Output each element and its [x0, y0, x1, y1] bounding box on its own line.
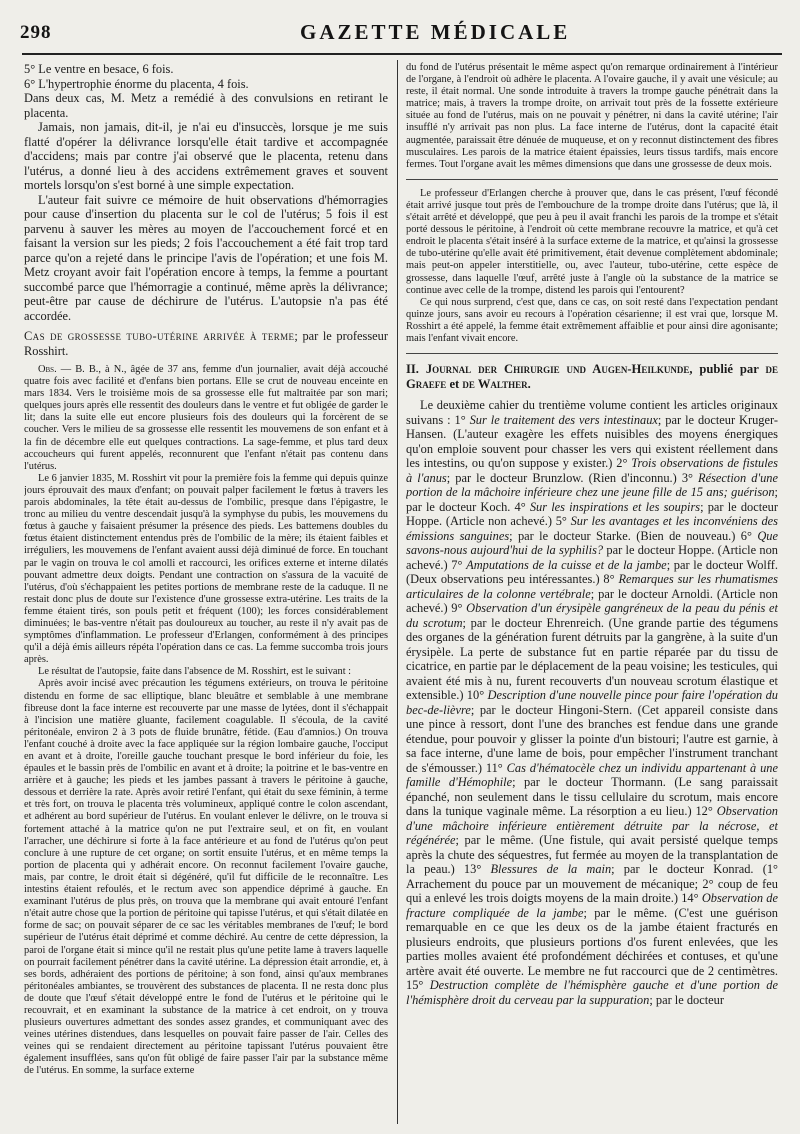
article-text: ; par le docteur Wolff. (Deux observations peu intéressantes.) 8° — [406, 557, 778, 587]
article-text: ; par le docteur Konrad. (1° Arrachement du pouce par un mouvement de mécanique; 2° coup de feu qui a enlevé les trois doigts moyens de la main droite.) 14° — [406, 862, 778, 906]
section-heading-caps: Cas de grossesse tubo-utérine arrivée à terme — [24, 329, 295, 343]
article-text: ; par le même. (C'est une guérison remarquable en ce que les deux os de la jambe étaient fracturés en plusieurs endroits, que plusieurs portions d'os furent enlevées, que les parties molles avaient été profondément déchirées et contuses, et qu'une artère avait été ouverte. Le membre ne fut raccourci que de 2 centimètres. 15° — [406, 905, 778, 993]
journal-editor-2: de Walther — [462, 377, 528, 392]
article-text: ; par le docteur — [649, 992, 724, 1007]
journal-editor-1: de Graefe — [406, 362, 778, 392]
article-list-paragraph — [406, 398, 778, 1007]
divider-rule — [406, 353, 778, 354]
right-column — [406, 62, 778, 1128]
article-title: Sur les inspirations et les soupirs — [529, 499, 701, 514]
obs-label: Obs. — [38, 364, 57, 375]
journal-title: Journal der Chirurgie und Augen-Heilkunde — [425, 362, 690, 377]
article-text: Le deuxième cahier du trentième volume contient les articles originaux suivans : 1° — [406, 398, 778, 427]
paragraph: Le résultat de l'autopsie, faite dans l'absence de M. Rosshirt, est le suivant : — [38, 666, 352, 678]
left-column — [24, 62, 388, 1128]
journal-heading — [406, 362, 778, 392]
paragraph: Ce qui nous surprend, c'est que, dans ce cas, on soit resté dans l'expectation pendant quinze jours, sans avoir eu recours à l'opération césarienne; il est vrai que, lorsque M. Rosshirt a été appelé, la femme était extrêmement affaiblie et pour ainsi dire agonisante; mais l'enfant vivait encore. — [406, 296, 778, 344]
list-item: 5° Le ventre en besace, 6 fois. — [24, 62, 174, 76]
article-text: par le docteur Hoppe. (Article non achevé.) 7° — [406, 543, 778, 572]
section-heading — [24, 329, 388, 358]
journal-and: et — [446, 377, 463, 392]
paragraph: L'auteur fait suivre ce mémoire de huit observations d'hémorragies pour cause d'insertion du placenta sur le col de l'utérus; 5 fois il est parvenu à sauver les mères au moyen de l'accouchement forcé et en faisant la version sur les pieds; 2 fois l'accouchement a été fait trop tard parce qu'on a rejeté dans le principe l'avis de l'opération; et une fois M. Metz croyant avoir fait l'opération encore à temps, la femme a pourtant succombé parce que l'hémorragie a continué, même après la délivrance; peut-être par cause de déchirure de l'utérus. L'autopsie n'a pas été accordée. — [24, 192, 388, 323]
publication-title: GAZETTE MÉDICALE — [300, 20, 571, 44]
article-text: ; par le même. (Une fistule, qui avait persisté quelque temps après la chute des séquestres, fut fermée au moyen de la transplantation de la peau.) 13° — [406, 833, 778, 877]
paragraph: Après avoir incisé avec précaution les tégumens extérieurs, on trouva le péritoine distendu en forme de sac elliptique, blanc bleuâtre et semblable à une membrane fibreuse dont la face interne est recouverte par une masse de lytées, dont il s'échappait à l'incision une matière gluante, facilement coagulable. Il s'écoula, de la cavité péritonéale, environ 2 à 3 pots de fluide brunâtre, fétide. (Eau d'amnios.) On trouva l'enfant couché à droite avec la face appliquée sur la région lombaire gauche, l'occiput en avant et à droite, l'oreille gauche touchant presque le bord inférieur du foie, les épaules et le bassin près de l'ombilic en avant et à droite; la poitrine et le bas-ventre en arrière et à gauche; les pieds et les jambes passant à travers le péritoine à gauche, dessous et derrière la rate. Après avoir retiré l'enfant, qui était du sexe féminin, à terme et très fort, on trouva le placenta très volumineux, appliqué contre le colon ascendant, et adhérent au bord supérieur de l'utérus. En voulant enlever le délivre, on le trouva si fortement attaché à la matrice qu'on ne put l'extraire seul, et on fit, en voulant l'arracher, une déchirure si forte à la face antérieure et au fond de l'utérus qu'on peut conclure à une rupture de cet organe; on sortit ensuite l'utérus, et en même temps la portion de placenta qui y adhérait encore. On reconnut facilement l'ovaire gauche, mais, par contre, le droit était si dégénéré, qu'il fut difficile de le reconnaître. Les intestins étaient refoulés, et le rectum avec son appendice déprimé à gauche. En examinant l'utérus de plus près, on trouva que la membrane qui avait entouré l'enfant n'était autre chose que la portion de péritoine qui tapisse l'utérus, et qui s'était dilatée en forme de sac; on pouvait séparer de ce sac les véritables membranes de l'œuf; le bord supérieur de l'utérus était déprimé et comme déchiré. Au centre de cette dépression, la paroi de l'organe était si mince qu'il ne restait plus qu'une petite lame à travers laquelle on pourrait facilement pénétrer dans la cavité utérine. La dépression était arrondie, et, à ses bords, adhéraient des portions de péritoine; à son fond, ainsi qu'aux membranes péritonéales ambiantes, se trouvèrent des substances de placenta. Il ne resta donc plus de doute que l'œuf s'était développé entre le fond de l'utérus et le péritoine qui le recouvrait, et en examinant la substance de la matrice à cet endroit, on y trouva plusieurs ouvertures admettant des sondes assez grandes, et communiquant avec des veines utérines distendues, dans lesquelles on pouvait faire passer de l'air. Celles des veines qui se rendaient directement au péritoine tapissant l'utérus pouvaient être également insufflées, sans qu'on fût obligé de faire passer l'air par la substance même de l'utérus. En somme, la surface externe — [24, 678, 388, 1077]
article-title: Destruction complète de l'hémisphère gauche et d'une portion de l'hémisphère droit du cerveau par la suppuration — [406, 978, 778, 1007]
journal-end: . — [527, 377, 531, 392]
article-text: ; par le docteur Hoppe. (Article non achevé.) 5° — [406, 499, 778, 529]
paragraph: Le professeur d'Erlangen cherche à prouver que, dans le cas présent, l'œuf fécondé était arrivé jusque tout près de l'embouchure de la trompe droite dans l'utérus; que là, il s'était arrêté et développé, que peu à peu il avait franchi les parois de la trompe et s'était porté dessous le péritoine, à l'endroit où cette membrane recouvre la matrice, et qu'à cet endroit le placenta s'était inséré à la surface externe de la matrice, et qu'ainsi la grossesse de tubo-utérine qu'elle avait été primitivement, était devenue complètement abdominale; mais peut-on appeler interstitielle, ou, avec l'auteur, tubo-utérine, cette espèce de grossesse, dans laquelle l'œuf, arrêté juste à l'angle où la substance de la matrice se continue avec celle de la trompe, distend les parois qui l'entourent? — [406, 187, 778, 296]
article-title: Sur les avantages et les inconvéniens des émissions sanguines — [406, 514, 778, 543]
article-title: Que savons-nous aujourd'hui de la syphilis? — [406, 528, 778, 558]
article-title: Remarques sur les rhumatismes articulaires de la colonne vertébrale — [406, 572, 778, 601]
article-title: Observation d'une mâchoire inférieure entièrement détruite par la nécrose, et régénérée — [406, 804, 778, 848]
article-text: ; par le docteur Thormann. (Le sang paraissait épanché, non seulement dans le tissu cellulaire du scrotum, mais encore dans la tunique vaginale même. La résorption a eu lieu.) 12° — [406, 775, 778, 819]
list-item: 6° L'hypertrophie énorme du placenta, 4 fois. — [24, 76, 249, 91]
article-text: ; par le docteur Brunzlow. (Rien d'inconnu.) 3° — [446, 470, 699, 485]
paragraph: Jamais, non jamais, dit-il, je n'ai eu d'insuccès, lorsque je me suis flatté d'opérer la délivrance lorsqu'elle était tardive et accompagnée d'accidens; mais par contre j'ai observé que le placenta, retenu dans l'utérus, a donné lieu à des accidens extrêmement graves et souvent mortels lorsqu'on s'est borné à une simple expectation. — [24, 120, 388, 192]
article-title: Blessures de la main — [490, 862, 612, 877]
article-title: Résection d'une portion de la mâchoire inférieure chez une jeune fille de 15 ans; guérison — [406, 470, 778, 500]
article-title: Sur le traitement des vers intestinaux — [469, 412, 658, 427]
header-rule — [22, 53, 782, 55]
paragraph: Dans deux cas, M. Metz a remédié à des convulsions en retirant le placenta. — [24, 91, 388, 120]
article-title: Description d'une nouvelle pince pour faire l'opération du bec-de-lièvre — [406, 688, 778, 717]
section-heading-author: ; par le professeur Rosshirt. — [24, 329, 388, 358]
journal-number: II. — [406, 362, 419, 377]
article-text: ; par le docteur Ehrenreich. (Une grande partie des tégumens des organes de la génération furent détruits par la gangrène, à la suite d'un érysipèle. La perte de substance fut en partie réparée par du tissu de cicatrice, en partie par le déplacement de la peau voisine; les testicules, qui avaient été mis à nu, furent recouverts d'un nouveau scrotum élastique et extensible.) 10° — [406, 615, 778, 703]
article-title: Trois observations de fistules à l'anus — [406, 456, 778, 485]
obs-text: — B. B., à N., âgée de 37 ans, femme d'un journalier, avait déjà accouché quatre fois avec facilité et d'enfans bien portans. Elle se crut de nouveau enceinte en mars 1834. Vers le troisième mois de sa grossesse elle fut maltraitée par son mari; quelques jours après elle ressentit des douleurs dans le ventre et fut obligée de garder le lit; dans la suite elle eut encore plusieurs fois des douleurs qui la forcèrent de se coucher. Vers le milieu de sa grossesse elle ressentit les mouvemens de son enfant et à la fin de décembre elle eut quelques contractions. La sage-femme, et plus tard deux accoucheurs qui furent appelés, reconnurent que l'enfant n'était pas contenu dans l'utérus. — [24, 364, 388, 472]
article-text: ; par le docteur Koch. 4° — [406, 485, 778, 514]
article-text: ; par le docteur Kruger-Hansen. (L'auteur exagère les effets nuisibles des moyens énergiques qu'on emploie souvent pour chasser les vers qui existent réellement dans les intestins, ou qu'on suppose y exister.) 2° — [406, 412, 778, 471]
page-header — [0, 20, 800, 50]
divider-rule — [406, 179, 778, 180]
journal-published-by: , publié par — [689, 362, 766, 377]
article-title: Cas d'hématocèle chez un individu appartenant à une famille d'Hémophile — [406, 760, 778, 790]
article-text: ; par le docteur Arnoldi. (Article non achevé.) 9° — [406, 586, 778, 616]
article-text: ; par le docteur Hingoni-Stern. (Cet appareil consiste dans une pince à ressort, dont l'une des branches est fendue dans une grande étendue, pour pouvoir y glisser la pointe d'un bistouri; l'autre est garnie, à sa face interne, d'une lame de bois, pour empêcher l'instrument tranchant de s'émousser.) 11° — [406, 702, 778, 775]
article-title: Amputations de la cuisse et de la jambe — [466, 557, 667, 572]
article-title: Observation de fracture compliquée de la jambe — [406, 891, 778, 920]
article-title: Observation d'un érysipèle gangréneux de la peau du pénis et du scrotum — [406, 601, 778, 630]
paragraph: Le 6 janvier 1835, M. Rosshirt vit pour la première fois la femme qui depuis quinze jours éprouvait des maux d'enfant; on pouvait palper facilement le fœtus à travers les parois abdominales, la tête était au-dessus de l'ombilic, presque dans l'épigastre, le tronc au milieu du ventre descendait jusqu'à la symphyse du pubis, les mouvemens du fœtus à gauche y faisaient présumer la présence des pieds. Les battemens doubles du fœtus étaient distinctement entendus près de l'ombilic de la mère; ils étaient faibles et irréguliers, les mouvemens de l'enfant avaient aussi déjà diminué de force. En touchant par le vagin on trouva le col amolli et raccourci, les orifices externe et interne dilatés pouvant admettre deux doigts. Pendant une contraction on s'assura de la vacuité de l'utérus, d'où s'échappaient les petites portions de membrane reste de la caduque. Il ne restait donc plus de doute sur l'existence d'une grossesse extra-utérine. Les traits de la femme étaient tirés, son pouls petit et fréquent (100); les forces considérablement diminuées; le bas-ventre n'était pas douloureux au toucher, au reste il n'y avait pas de symptômes d'inflammation. Le professeur d'Erlangen, conformément à des principes qu'il a déjà émis ailleurs répéta l'opération dans ce cas. La femme succomba trois jours après. — [24, 472, 388, 666]
paragraph: du fond de l'utérus présentait le même aspect qu'on remarque ordinairement à l'intérieur de l'organe, à l'endroit où adhère le placenta. A l'ovaire gauche, il y avait une vésicule; au reste, il était normal. Une sonde introduite à travers la trompe gauche pénétrait dans la matrice; mais, à travers la trompe droite, on arrivait tout près de la fossette extérieure située au fond de l'utérus, mais on ne pouvait y pénétrer, ni dans la cavité utérine; l'air insufflé n'y arrivait pas non plus. La face interne de l'utérus, dont la capacité était augmentée, paraissait être dénuée de muqueuse, et on y reconnut distinctement des fibres musculaires. Les parois de la matrice étaient épaissies, leurs tissus tardifs, mais encore fermes. Tout l'organe avait les mêmes dimensions que dans une grossesse de deux mois. — [406, 62, 778, 170]
observation-paragraph — [24, 364, 388, 473]
page-number: 298 — [20, 22, 52, 43]
column-divider — [397, 60, 398, 1124]
article-text: ; par le docteur Starke. (Bien de nouveau.) 6° — [509, 528, 758, 543]
